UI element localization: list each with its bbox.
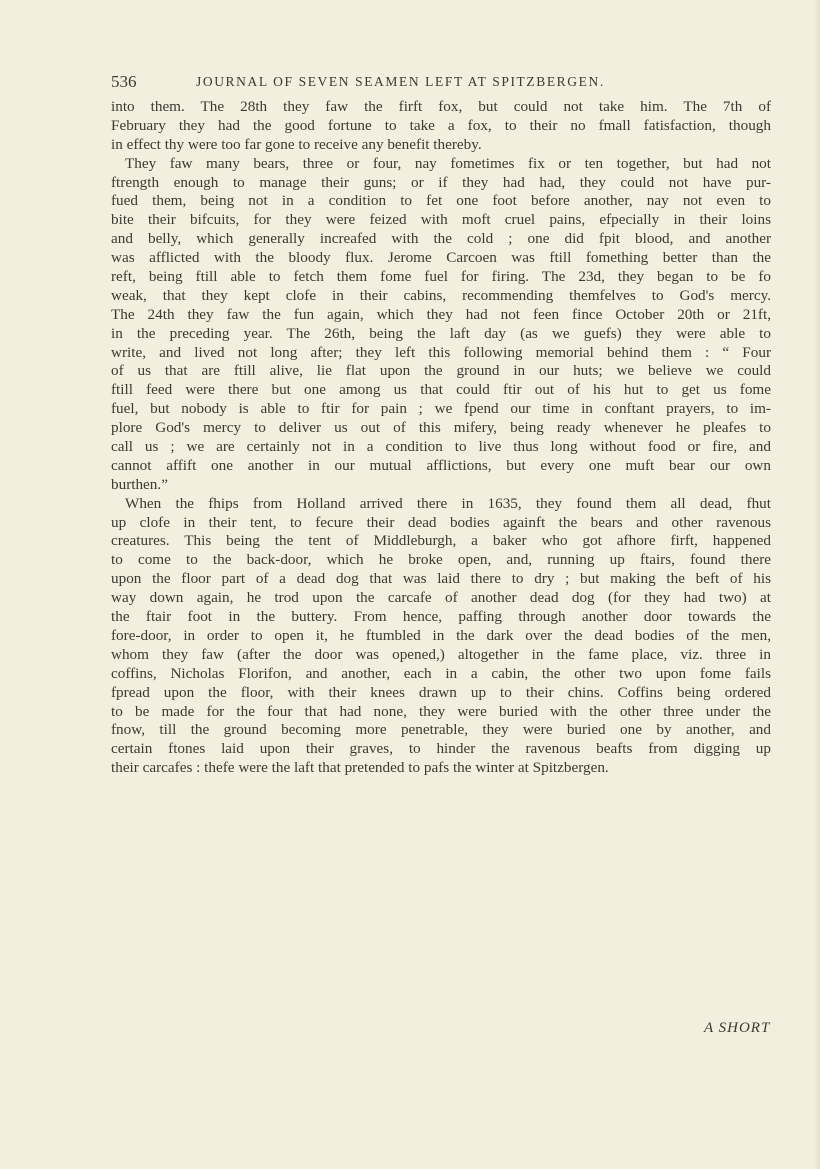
paragraph [111,495,771,778]
text-line: bite their bifcuits, for they were feized with moft cruel pains, efpecially in their loins [111,211,771,229]
text-line: up clofe in their tent, to fecure their dead bodies againft the bears and other ravenous [111,513,771,531]
text-line: When the fhips from Holland arrived there in 1635, they found them all dead, fhut [125,494,771,512]
text-line: into them. The 28th they faw the firft fox, but could not take him. The 7th of [111,98,771,115]
text-line: whom they faw (after the door was opened,) altogether in the fame place, viz. three in [111,645,771,663]
text-line: reft, being ftill able to fetch them fome fuel for firing. The 23d, they began to be fo [111,268,771,286]
text-line: of us that are ftill alive, lie flat upon the ground in our huts; we believe we could [111,362,771,380]
text-line: fpread upon the floor, with their knees drawn up to their chins. Coffins being ordered [111,683,771,701]
text-line: to be made for the four that had none, they were buried with the other three under the [111,702,771,720]
text-line: February they had the good fortune to take a fox, to their no fmall fatisfaction, though [111,116,771,134]
text-line: fuel, but nobody is able to ftir for pain ; we fpend our time in conftant prayers, to im- [111,400,771,418]
text-line: call us ; we are certainly not in a condition to live thus long without food or fire, and [111,438,771,456]
text-line: write, and lived not long after; they left this following memorial behind them : “ Four [111,343,771,361]
text-line: the ftair foot in the buttery. From hence, paffing through another door towards the [111,608,771,626]
catchword: A SHORT [704,1020,771,1036]
text-line: They faw many bears, three or four, nay fometimes fix or ten together, but had not [125,154,771,172]
paragraph [111,155,771,495]
text-line: ftill feed were there but one among us that could ftir out of his hut to get us fome [111,381,771,399]
text-line: coffins, Nicholas Florifon, and another, each in a cabin, the other two upon fome fails [111,664,771,682]
text-line: weak, that they kept clofe in their cabins, recommending themfelves to God's mercy. [111,286,771,304]
text-line: way down again, he trod upon the carcafe of another dead dog (for they had two) at [111,589,771,607]
text-line: to come to the back-door, which he broke open, and, running up ftairs, found there [111,551,771,569]
paragraph [111,98,771,155]
text-line: fued them, being not in a condition to fet one foot before another, nay not even to [111,192,771,210]
text-line: ftrength enough to manage their guns; or if they had had, they could not have pur- [111,173,771,191]
text-line: plore God's mercy to deliver us out of this mifery, being ready whenever he pleafes to [111,419,771,437]
text-line: was afflicted with the bloody flux. Jerome Carcoen was ftill fomething better than the [111,249,771,267]
running-title: JOURNAL OF SEVEN SEAMEN LEFT AT SPITZBERGEN. [196,74,605,89]
text-line: creatures. This being the tent of Middleburgh, a baker who got afhore firft, happened [111,532,771,550]
text-line: in effect thy were too far gone to receive any benefit thereby. [111,135,482,153]
text-line: burthen.” [111,475,168,493]
text-line: The 24th they faw the fun again, which they had not feen fince October 20th or 21ft, [111,305,771,323]
text-line: fnow, till the ground becoming more penetrable, they were buried one by another, and [111,721,771,739]
text-line: in the preceding year. The 26th, being the laft day (as we guefs) they were able to [111,324,771,342]
text-line: fore-door, in order to open it, he ftumbled in the dark over the dead bodies of the men, [111,626,771,644]
text-line: and belly, which generally increafed with the cold ; one did fpit blood, and another [111,230,771,248]
text-line: their carcafes : thefe were the laft that pretended to pafs the winter at Spitzbergen. [111,759,609,777]
text-line: certain ftones laid upon their graves, to hinder the ravenous beafts from digging up [111,740,771,758]
text-line: cannot affift one another in our mutual afflictions, but every one muft bear our own [111,456,771,474]
text-line: upon the floor part of a dead dog that was laid there to dry ; but making the beft of his [111,570,771,588]
body-text [111,98,771,778]
page-edge [814,0,820,1169]
page-number: 536 [111,72,137,91]
